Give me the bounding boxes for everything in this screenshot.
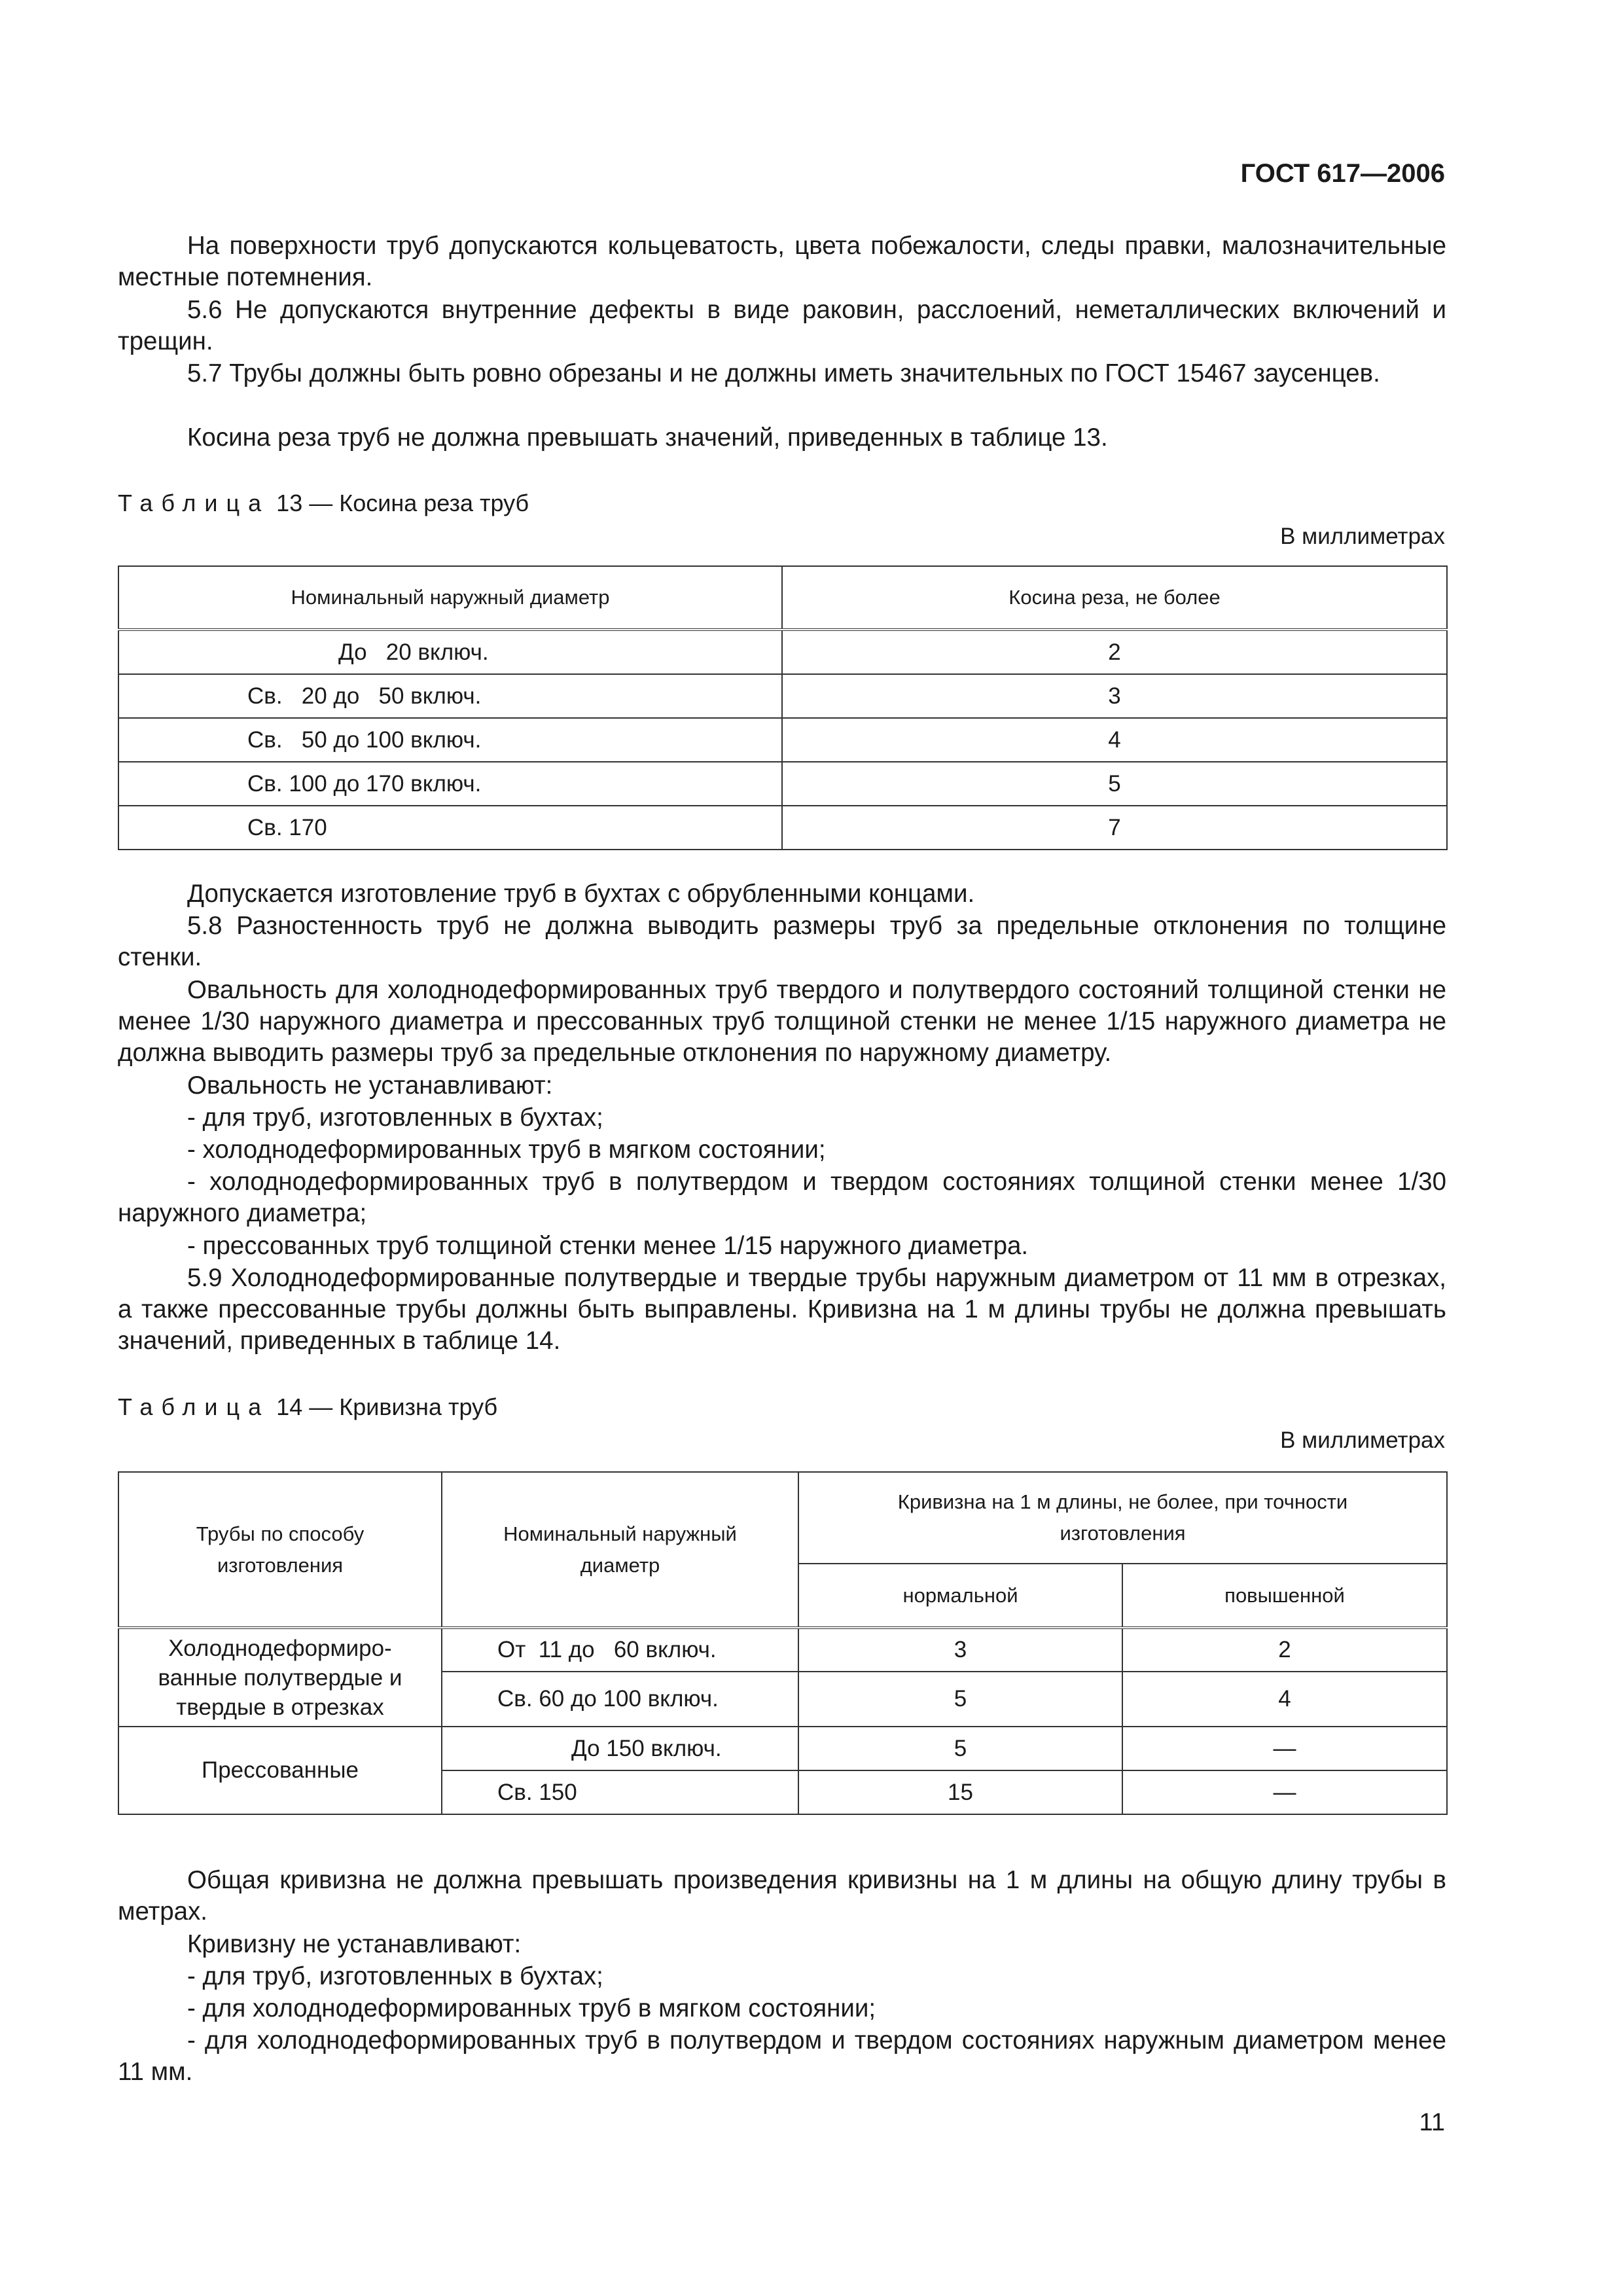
- paragraph-5-8: 5.8 Разностенность труб не должна выводить размеры труб за предельные отклонения по толщине стенки.: [118, 912, 1446, 971]
- paragraph-5-6: 5.6 Не допускаются внутренние дефекты в виде раковин, расслоений, неметаллических включений и трещин.: [118, 296, 1446, 355]
- list-item: - для холоднодеформированных труб в мягком состоянии;: [187, 1994, 876, 2022]
- table-13: [118, 565, 1448, 850]
- paragraph-5-9: 5.9 Холоднодеформированные полутвердые и твердые трубы наружным диаметром от 11 мм в отрезках, а также прессованные трубы должны быть выправлены. Кривизна на 1 м длины трубы не должна превышать значений, приведенных в таблице 14.: [118, 1264, 1446, 1355]
- table-14-header-high: повышенной: [1122, 1564, 1447, 1628]
- paragraph: На поверхности труб допускаются кольцеватость, цвета побежалости, следы правки, малозначительные местные потемнения.: [118, 232, 1446, 291]
- table-14-group-pressed: Прессованные: [118, 1727, 442, 1814]
- table-row: Св. 60 до 100 включ. 5 4: [118, 1672, 1447, 1727]
- document-id: ГОСТ 617—2006: [1240, 159, 1445, 188]
- paragraph-5-7: 5.7 Трубы должны быть ровно обрезаны и не должны иметь значительных по ГОСТ 15467 заусенцев.: [187, 359, 1380, 387]
- paragraph: Овальность для холоднодеформированных труб твердого и полутвердого состояний толщиной стенки не менее 1/30 наружного диаметра и прессованных труб толщиной стенки не менее 1/15 наружного диаметра не должна выводить размеры труб за предельные отклонения по наружному диаметру.: [118, 976, 1446, 1067]
- table-row: Холоднодеформиро-ванные полутвердые и твердые в отрезках От 11 до 60 включ. 3 2: [118, 1628, 1447, 1672]
- list-item: - холоднодеформированных труб в мягком состоянии;: [187, 1136, 826, 1164]
- table-row: Св. 170 7: [118, 806, 1447, 850]
- table-row: Св. 20 до 50 включ. 3: [118, 674, 1447, 718]
- list-item: - прессованных труб толщиной стенки менее 1/15 наружного диаметра.: [187, 1232, 1029, 1260]
- table-14-header-normal: нормальной: [798, 1564, 1122, 1628]
- table-row: До 20 включ. 2: [118, 630, 1447, 674]
- table-14-caption: Таблица 14 — Кривизна труб: [118, 1393, 498, 1420]
- table-row: Св. 150 15 —: [118, 1770, 1447, 1814]
- list-item: - для труб, изготовленных в бухтах;: [187, 1103, 603, 1132]
- paragraph: Допускается изготовление труб в бухтах с обрубленными концами.: [187, 880, 975, 908]
- table-row: Св. 100 до 170 включ. 5: [118, 762, 1447, 806]
- paragraph: Общая кривизна не должна превышать произведения кривизны на 1 м длины на общую длину трубы в метрах.: [118, 1866, 1446, 1926]
- table-13-header-slope: Косина реза, не более: [782, 566, 1447, 630]
- table-13-caption: Таблица 13 — Косина реза труб: [118, 490, 529, 516]
- table-13-header-diameter: Номинальный наружный диаметр: [118, 566, 782, 630]
- table-13-unit: В миллиметрах: [1280, 524, 1445, 549]
- paragraph: Овальность не устанавливают:: [187, 1071, 553, 1100]
- table-row: Св. 50 до 100 включ. 4: [118, 718, 1447, 762]
- list-item: - для труб, изготовленных в бухтах;: [187, 1962, 603, 1990]
- list-item: - холоднодеформированных труб в полутвердом и твердом состояниях толщиной стенки менее 1/30 наружного диаметра;: [118, 1168, 1446, 1227]
- table-14-header-method: Трубы по способу изготовления: [118, 1472, 442, 1628]
- table-14-group-cold: Холоднодеформиро-ванные полутвердые и твердые в отрезках: [118, 1628, 442, 1727]
- table-14-unit: В миллиметрах: [1280, 1427, 1445, 1453]
- table-14: [118, 1471, 1448, 1815]
- table-14-header-diameter: Номинальный наружный диаметр: [442, 1472, 798, 1628]
- paragraph: Косина реза труб не должна превышать значений, приведенных в таблице 13.: [187, 423, 1108, 452]
- list-item: - для холоднодеформированных труб в полутвердом и твердом состояниях наружным диаметром менее 11 мм.: [118, 2026, 1446, 2086]
- table-row: Прессованные До 150 включ. 5 —: [118, 1727, 1447, 1770]
- table-14-header-curvature: Кривизна на 1 м длины, не более, при точности изготовления: [798, 1472, 1447, 1564]
- page-number: 11: [1419, 2109, 1445, 2136]
- paragraph: Кривизну не устанавливают:: [187, 1930, 522, 1958]
